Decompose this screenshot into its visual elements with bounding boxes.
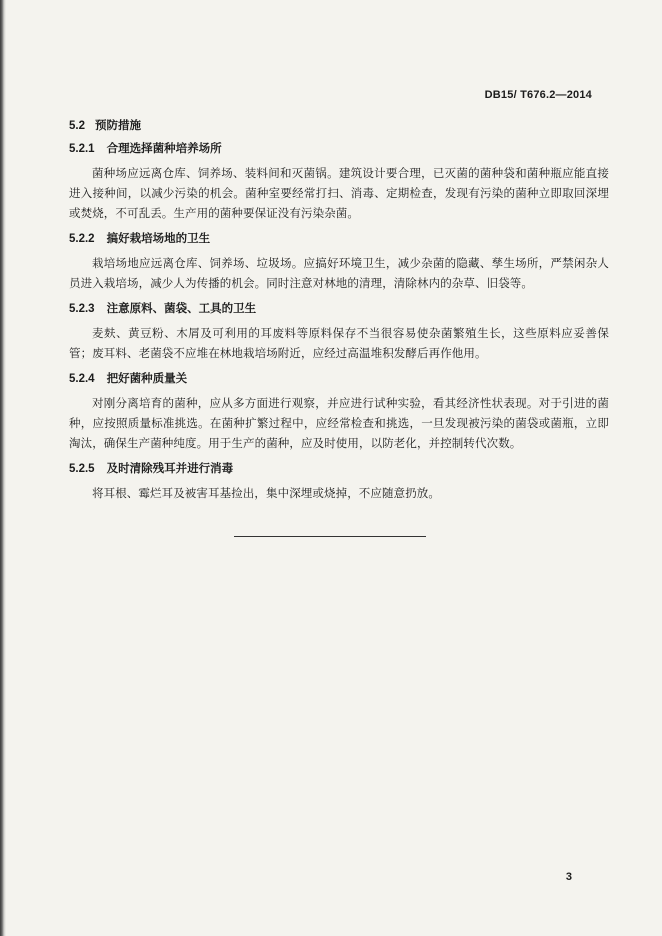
page-content — [69, 116, 609, 509]
section-body-5-2-1: 菌种场应远离仓库、饲养场、装料间和灭菌锅。建筑设计要合理，已灭菌的菌种袋和菌种瓶应能直接进入接种间，以减少污染的机会。菌种室要经常打扫、消毒、定期检查，发现有污染的菌种立即取回深埋或焚烧，不可乱丢。生产用的菌种要保证没有污染杂菌。 — [69, 166, 609, 220]
section-heading-5-2-1 — [69, 139, 609, 157]
section-body-5-2-4: 对刚分离培育的菌种，应从多方面进行观察，并应进行试种实验，看其经济性状表现。对于引进的菌种，应按照质量标准挑选。在菌种扩繁过程中，应经常检查和挑选，一旦发现被污染的菌袋或菌瓶，立即淘汰，确保生产菌种纯度。用于生产的菌种，应及时使用，以防老化，并控制转代次数。 — [69, 396, 609, 450]
section-number: 5.2.4 — [69, 373, 95, 385]
section-number: 5.2.1 — [69, 143, 95, 155]
section-heading-5-2-3 — [69, 299, 609, 317]
section-body-5-2-5: 将耳根、霉烂耳及被害耳基捡出，集中深埋或烧掉，不应随意扔放。 — [92, 486, 440, 500]
section-title: 注意原料、菌袋、工具的卫生 — [106, 301, 257, 315]
page-number: 3 — [565, 871, 572, 883]
section-title: 合理选择菌种培养场所 — [106, 141, 222, 155]
document-code: DB15/ T676.2—2014 — [484, 89, 592, 101]
section-heading-5-2 — [69, 116, 609, 134]
end-divider — [234, 536, 426, 537]
section-number: 5.2.5 — [69, 463, 95, 475]
section-title: 搞好栽培场地的卫生 — [106, 231, 211, 245]
section-title: 预防措施 — [95, 118, 141, 132]
section-number: 5.2.2 — [69, 233, 95, 245]
section-heading-5-2-2 — [69, 229, 609, 247]
section-number: 5.2.3 — [69, 303, 95, 315]
section-heading-5-2-5 — [69, 459, 609, 477]
section-heading-5-2-4 — [69, 369, 609, 387]
section-title: 及时清除残耳并进行消毒 — [106, 461, 234, 475]
section-title: 把好菌种质量关 — [106, 371, 188, 385]
binding-edge — [0, 0, 6, 936]
section-body-5-2-3: 麦麸、黄豆粉、木屑及可利用的耳废料等原料保存不当很容易使杂菌繁殖生长，这些原料应妥善保管；废耳料、老菌袋不应堆在林地栽培场附近，应经过高温堆积发酵后再作他用。 — [69, 326, 609, 360]
section-number: 5.2 — [69, 120, 85, 132]
section-body-5-2-2: 栽培场地应远离仓库、饲养场、垃圾场。应搞好环境卫生，减少杂菌的隐藏、孳生场所，严禁闲杂人员进入栽培场，减少人为传播的机会。同时注意对林地的清理，清除林内的杂草、旧袋等。 — [69, 256, 609, 290]
